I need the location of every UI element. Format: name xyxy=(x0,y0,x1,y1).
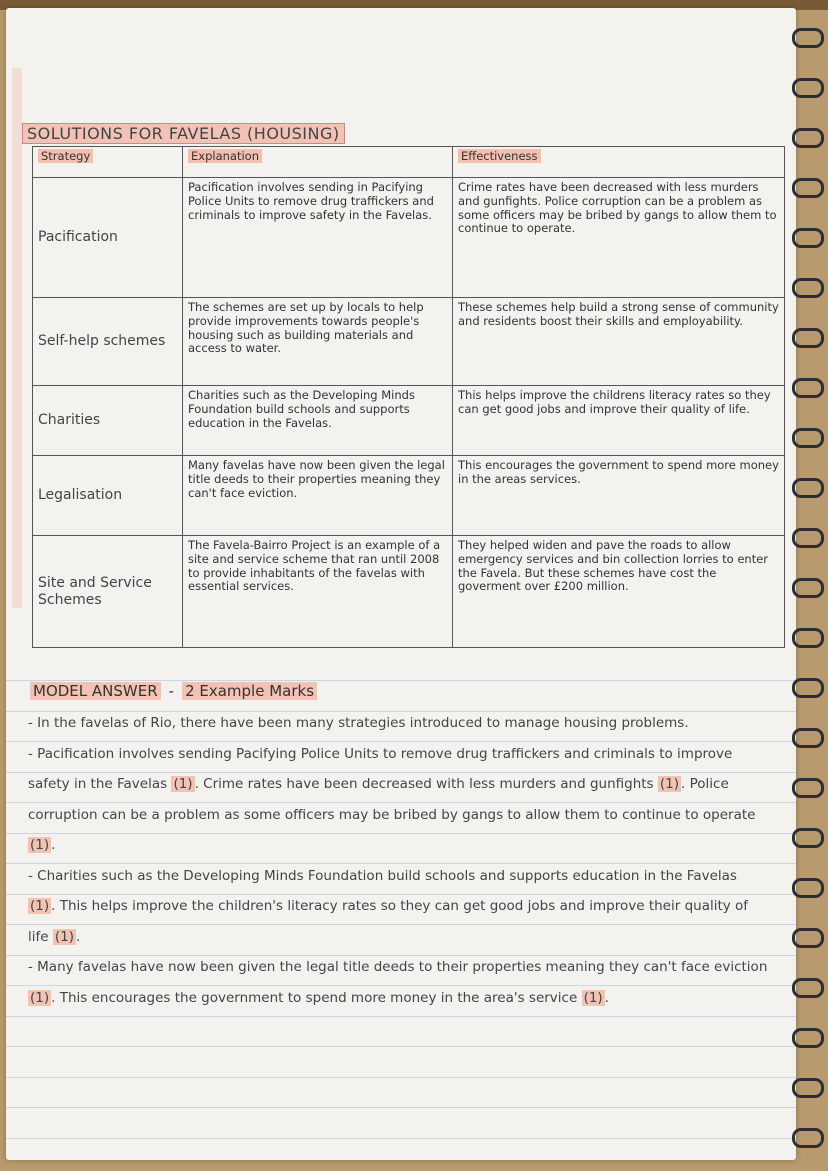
explanation-cell: The Favela-Bairro Project is an example of a site and service scheme that ran until 2008 to provide inhabitants of the favelas with essential services. xyxy=(183,536,453,648)
strategy-cell: Charities xyxy=(33,386,183,456)
mark-badge: (1) xyxy=(583,989,603,1006)
spiral-ring xyxy=(792,928,824,948)
strategy-cell: Legalisation xyxy=(33,456,183,536)
spiral-ring xyxy=(792,478,824,498)
effectiveness-cell: They helped widen and pave the roads to allow emergency services and bin collection lorries to enter the Favela. But these schemes have cost the goverment over £200 million. xyxy=(453,536,785,648)
answer-paragraph: - In the favelas of Rio, there have been many strategies introduced to manage housing problems. xyxy=(28,715,689,731)
table-header-row xyxy=(33,147,785,178)
spiral-ring xyxy=(792,428,824,448)
answer-paragraph: - Charities such as the Developing Minds Foundation build schools and supports education in the Favelas (1) . This helps improve the children's literacy rates so they can get good jobs and improve their quality of life (1) . xyxy=(28,867,749,945)
effectiveness-cell: Crime rates have been decreased with less murders and gunfights. Police corruption can be a problem as some officers may be bribed by gangs to allow them to continue to operate. xyxy=(453,178,785,298)
solutions-table xyxy=(32,146,785,648)
table-row xyxy=(33,386,785,456)
table-row xyxy=(33,456,785,536)
page-title: SOLUTIONS FOR FAVELAS (HOUSING) xyxy=(22,123,345,144)
model-answer-subtitle: 2 Example Marks xyxy=(182,682,317,700)
table-row xyxy=(33,298,785,386)
spiral-ring xyxy=(792,278,824,298)
spiral-ring xyxy=(792,778,824,798)
spiral-ring xyxy=(792,78,824,98)
mark-badge: (1) xyxy=(30,837,50,853)
spiral-ring xyxy=(792,378,824,398)
mark-badge: (1) xyxy=(30,989,50,1006)
spiral-ring xyxy=(792,828,824,848)
ruled-line xyxy=(6,1077,796,1078)
spiral-ring xyxy=(792,528,824,548)
table-row xyxy=(33,536,785,648)
spiral-ring xyxy=(792,1078,824,1098)
model-answer-heading: MODEL ANSWER - 2 Example Marks xyxy=(30,682,317,700)
explanation-cell: The schemes are set up by locals to help provide improvements towards people's housing such as building materials and access to water. xyxy=(183,298,453,386)
spiral-ring xyxy=(792,28,824,48)
spiral-ring xyxy=(792,228,824,248)
strategy-cell: Pacification xyxy=(33,178,183,298)
mark-badge: (1) xyxy=(54,928,74,945)
spiral-ring xyxy=(792,178,824,198)
explanation-cell: Charities such as the Developing Minds Foundation build schools and supports education in the Favelas. xyxy=(183,386,453,456)
highlight-strip xyxy=(12,68,22,608)
explanation-cell: Many favelas have now been given the legal title deeds to their properties meaning they can't face eviction. xyxy=(183,456,453,536)
spiral-ring xyxy=(792,128,824,148)
spiral-ring xyxy=(792,1028,824,1048)
spiral-ring xyxy=(792,678,824,698)
explanation-cell: Pacification involves sending in Pacifying Police Units to remove drug traffickers and criminals to improve safety in the Favelas. xyxy=(183,178,453,298)
effectiveness-cell: This helps improve the childrens literacy rates so they can get good jobs and improve their quality of life. xyxy=(453,386,785,456)
notebook-page xyxy=(6,8,796,1160)
effectiveness-cell: These schemes help build a strong sense of community and residents boost their skills and employability. xyxy=(453,298,785,386)
header-explanation: Explanation xyxy=(183,147,453,178)
spiral-ring xyxy=(792,578,824,598)
mark-badge: (1) xyxy=(659,776,680,792)
answer-paragraph: - Many favelas have now been given the legal title deeds to their properties meaning they can't face eviction (1) . This encourages the government to spend more money in the area's service (1) . xyxy=(28,959,768,1006)
ruled-line xyxy=(6,1138,796,1139)
effectiveness-cell: This encourages the government to spend more money in the areas services. xyxy=(453,456,785,536)
header-strategy: Strategy xyxy=(33,147,183,178)
answer-paragraph: - Pacification involves sending Pacifying Police Units to remove drug traffickers and criminals to improve safety in the Favelas (1) . Crime rates have been decreased with less murders and gunfights (1) . Police corruption can be a problem as some officers may be bribed by gangs to allow them to continue to operate (1) . xyxy=(28,745,756,853)
spiral-ring xyxy=(792,728,824,748)
ruled-line xyxy=(6,1046,796,1047)
model-answer-body xyxy=(28,708,768,1013)
model-answer-title: MODEL ANSWER xyxy=(30,682,161,700)
mark-badge: (1) xyxy=(173,776,193,792)
spiral-ring xyxy=(792,878,824,898)
strategy-cell: Site and Service Schemes xyxy=(33,536,183,648)
table-row xyxy=(33,178,785,298)
ruled-line xyxy=(6,1016,796,1017)
spiral-ring xyxy=(792,628,824,648)
spiral-ring xyxy=(792,978,824,998)
spiral-ring xyxy=(792,328,824,348)
strategy-cell: Self-help schemes xyxy=(33,298,183,386)
ruled-line xyxy=(6,680,796,681)
header-effectiveness: Effectiveness xyxy=(453,147,785,178)
spiral-ring xyxy=(792,1128,824,1148)
mark-badge: (1) xyxy=(30,898,50,914)
ruled-line xyxy=(6,1107,796,1108)
